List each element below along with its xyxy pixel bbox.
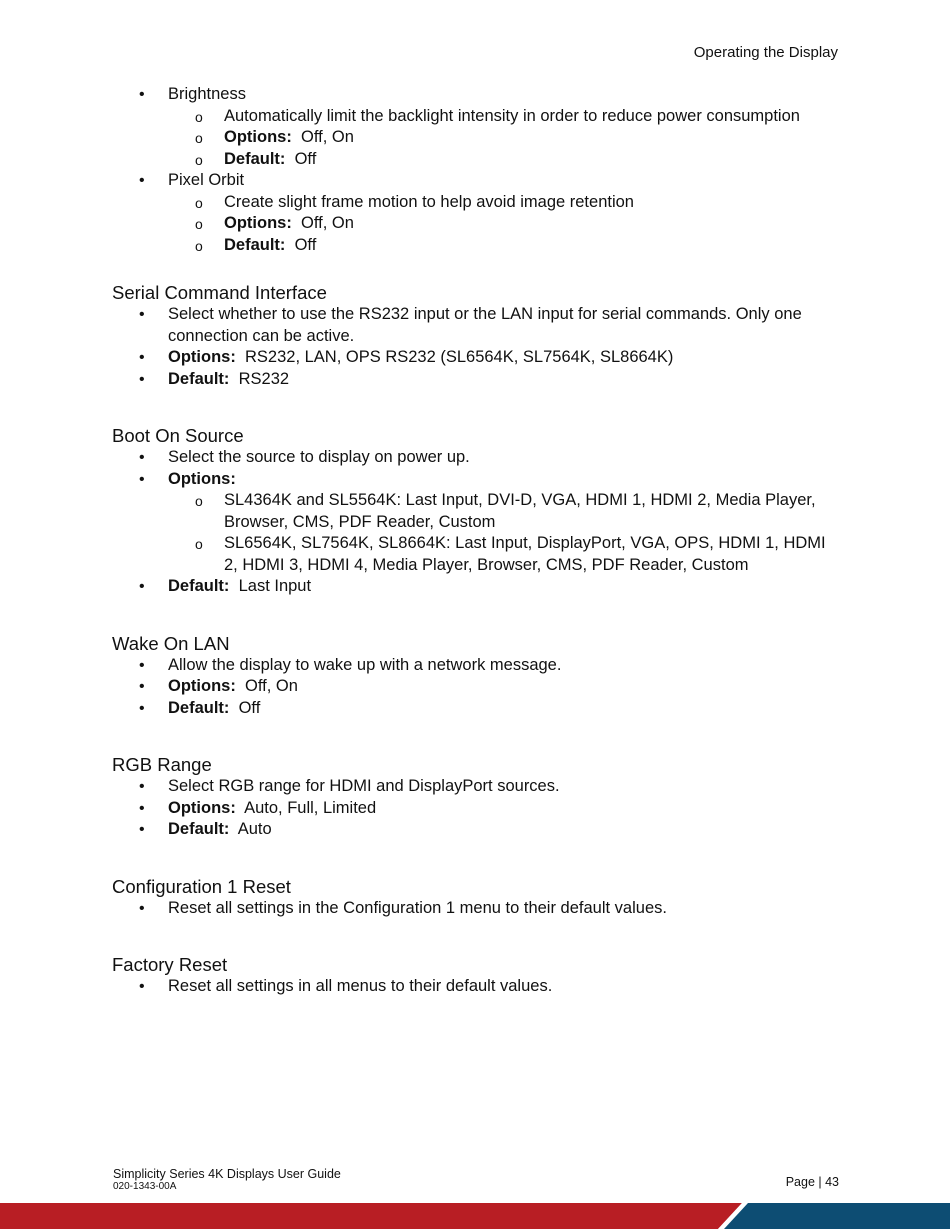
sub-list <box>168 490 842 576</box>
default-value: Off <box>294 149 317 168</box>
sub-list-item <box>168 533 842 576</box>
sub-list-item <box>168 149 842 171</box>
running-header: Operating the Display <box>693 44 838 61</box>
list-item <box>112 776 842 798</box>
list-item <box>112 369 842 391</box>
description-text: Automatically limit the backlight intensity in order to reduce power consumption <box>224 106 800 125</box>
default-label: Default: <box>168 369 230 388</box>
list-item-pixel-orbit <box>112 170 842 256</box>
section-factory-reset <box>112 954 842 998</box>
description-text: Reset all settings in the Configuration 1 menu to their default values. <box>168 898 667 917</box>
setting-label: Brightness <box>168 85 246 103</box>
description-text: Allow the display to wake up with a network message. <box>168 655 562 674</box>
section-heading: Configuration 1 Reset <box>112 875 291 897</box>
guide-title: Simplicity Series 4K Displays User Guide <box>113 1167 341 1181</box>
description-text: Select whether to use the RS232 input or the LAN input for serial commands. Only one connection can be active. <box>168 305 802 345</box>
default-value: Off <box>294 235 317 254</box>
options-value: Off, On <box>301 214 354 232</box>
options-label: Options: <box>168 348 236 366</box>
section-wake-on-lan <box>112 633 842 720</box>
default-value: RS232 <box>238 369 290 388</box>
section-list <box>112 976 842 998</box>
options-value: Auto, Full, Limited <box>244 798 377 817</box>
sub-list-item <box>168 213 842 235</box>
section-heading: Boot On Source <box>112 425 244 446</box>
default-value: Off <box>238 698 261 717</box>
section-heading: Serial Command Interface <box>112 282 327 303</box>
section-list <box>112 898 842 920</box>
list-item-brightness <box>112 84 842 170</box>
options-label: Options: <box>168 469 236 488</box>
section-serial-command-interface <box>112 282 842 390</box>
top-settings-list <box>112 84 842 256</box>
section-list <box>112 655 842 720</box>
description-text: Reset all settings in all menus to their default values. <box>168 977 553 995</box>
options-label: Options: <box>224 214 292 232</box>
section-configuration-1-reset <box>112 876 842 920</box>
sub-list-item <box>168 235 842 257</box>
description-text: Select the source to display on power up. <box>168 448 470 466</box>
section-list <box>112 447 842 598</box>
footer-bar-red <box>0 1203 742 1229</box>
list-item <box>112 898 842 920</box>
options-value: SL4364K and SL5564K: Last Input, DVI-D, VGA, HDMI 1, HDMI 2, Media Player, Browser, CMS, PDF Reader, Custom <box>224 491 816 531</box>
sub-list-item <box>168 192 842 214</box>
list-item <box>112 347 842 369</box>
footer-bar-blue <box>724 1203 950 1229</box>
description-text: Create slight frame motion to help avoid image retention <box>224 192 634 211</box>
list-item <box>112 655 842 677</box>
list-item <box>112 447 842 469</box>
footer-doc-info <box>113 1167 341 1192</box>
document-number: 020-1343-00A <box>113 1181 177 1192</box>
options-value: Off, On <box>301 128 354 146</box>
default-label: Default: <box>168 577 230 595</box>
default-label: Default: <box>168 698 230 717</box>
page-number: Page | 43 <box>785 1175 839 1189</box>
section-rgb-range <box>112 754 842 841</box>
default-value: Last Input <box>238 577 312 595</box>
options-label: Options: <box>168 677 236 695</box>
list-item <box>112 976 842 998</box>
options-value: RS232, LAN, OPS RS232 (SL6564K, SL7564K, SL8664K) <box>245 348 674 366</box>
options-label: Options: <box>168 798 236 817</box>
list-item <box>112 576 842 598</box>
sub-list <box>168 106 842 171</box>
section-heading: Wake On LAN <box>112 632 230 654</box>
setting-label: Pixel Orbit <box>168 171 245 189</box>
list-item <box>112 819 842 841</box>
description-text: Select RGB range for HDMI and DisplayPort sources. <box>168 777 560 795</box>
default-value: Auto <box>237 820 272 838</box>
options-value: Off, On <box>245 677 298 695</box>
section-list <box>112 304 842 390</box>
section-heading: RGB Range <box>112 754 212 775</box>
default-label: Default: <box>224 235 286 254</box>
footer-color-bar <box>0 1203 950 1229</box>
section-list <box>112 776 842 841</box>
options-value: SL6564K, SL7564K, SL8664K: Last Input, DisplayPort, VGA, OPS, HDMI 1, HDMI 2, HDMI 3, HDMI 4, Media Player, Browser, CMS, PDF Reader, Custom <box>224 534 826 574</box>
list-item <box>112 676 842 698</box>
options-label: Options: <box>224 128 292 146</box>
section-boot-on-source <box>112 425 842 598</box>
sub-list-item <box>168 106 842 128</box>
list-item <box>112 698 842 720</box>
list-item <box>112 798 842 820</box>
page-content <box>112 84 842 998</box>
section-heading: Factory Reset <box>112 954 228 975</box>
list-item <box>112 304 842 347</box>
default-label: Default: <box>168 820 230 838</box>
list-item <box>112 469 842 577</box>
sub-list <box>168 192 842 257</box>
sub-list-item <box>168 490 842 533</box>
default-label: Default: <box>224 149 286 168</box>
sub-list-item <box>168 127 842 149</box>
